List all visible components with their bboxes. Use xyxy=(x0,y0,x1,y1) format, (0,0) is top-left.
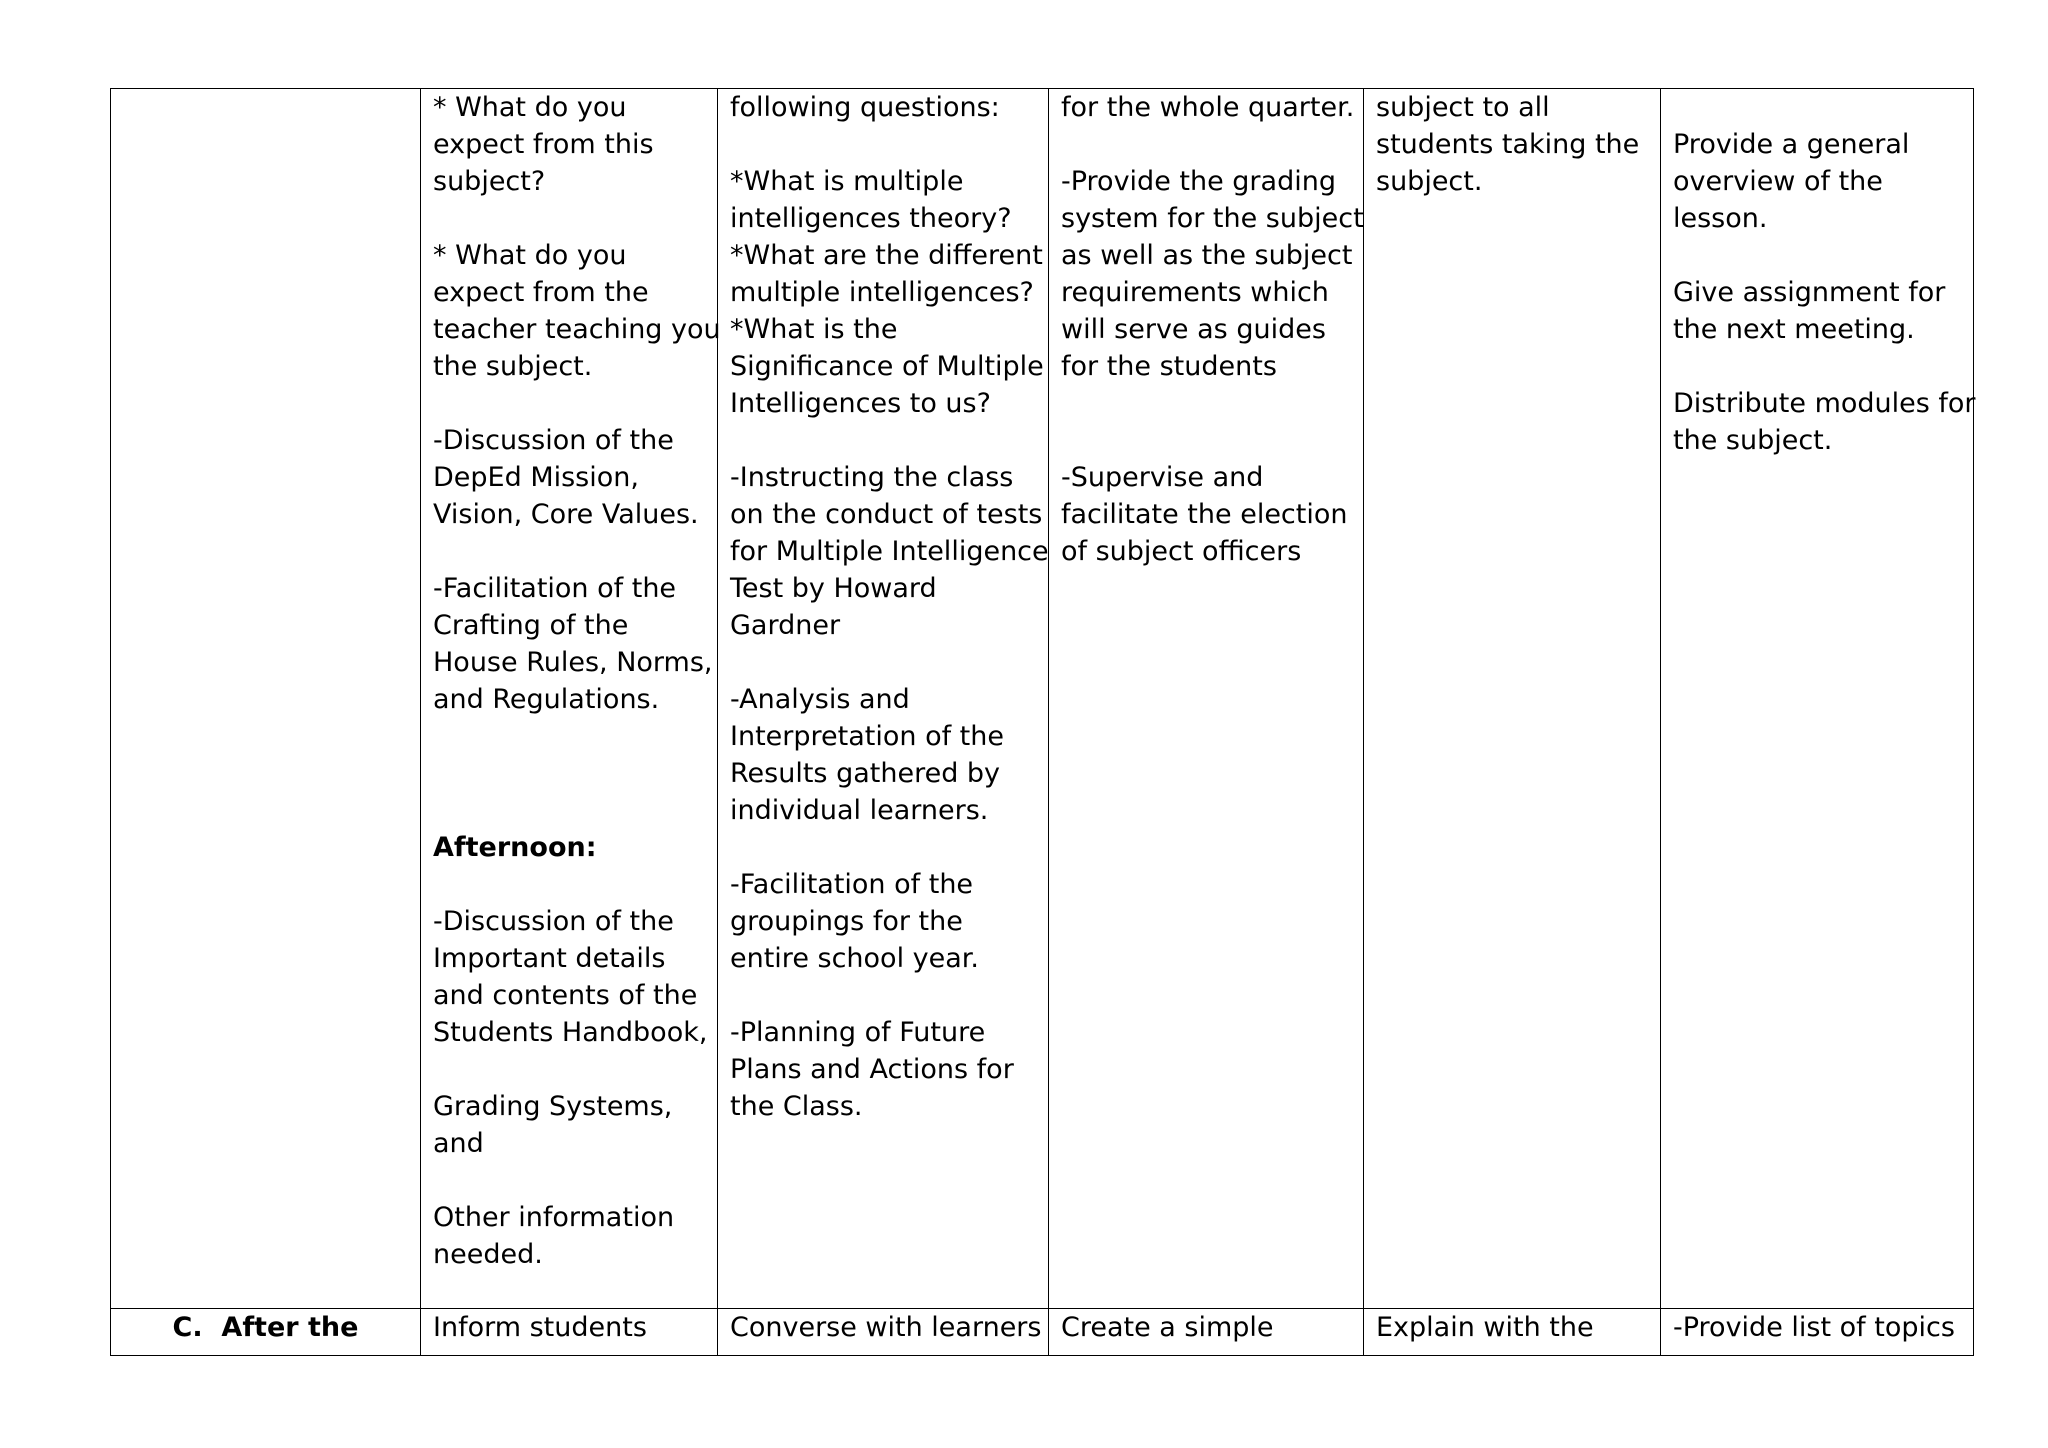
lesson-plan-table xyxy=(110,88,1974,1356)
main-row-cell-2 xyxy=(421,89,721,1309)
cell-text-line: and Regulations. xyxy=(433,684,660,715)
cell-text-line: Give assignment for xyxy=(1673,277,1946,308)
cell-text: Converse with learners xyxy=(730,1312,1042,1343)
cell-text-line: expect from the xyxy=(433,277,649,308)
cell-text-line xyxy=(730,829,1036,866)
main-row-cell-6 xyxy=(1661,89,1974,1309)
cell-text-line xyxy=(1673,89,1961,126)
cell-text-line: teacher teaching you xyxy=(433,314,721,345)
cell-text-line: Grading Systems, xyxy=(433,1091,673,1122)
cell-text-line: House Rules, Norms, xyxy=(433,647,713,678)
cell-text-line: * What do you xyxy=(433,240,627,271)
after-row-cell-2 xyxy=(421,1309,718,1356)
cell-text-line: Test by Howard xyxy=(730,573,937,604)
cell-text-line: expect from this xyxy=(433,129,654,160)
cell-text: Create a simple xyxy=(1061,1312,1274,1343)
cell-text-line xyxy=(1673,348,1961,385)
cell-text-line: Gardner xyxy=(730,610,841,641)
cell-text-line: the Class. xyxy=(730,1091,863,1122)
cell-text-line: Plans and Actions for xyxy=(730,1054,1014,1085)
cell-text-line xyxy=(1061,126,1351,163)
cell-text-line: Provide a general xyxy=(1673,129,1910,160)
after-row-cell-3 xyxy=(718,1309,1049,1356)
cell-text-line: *What are the different xyxy=(730,240,1043,271)
after-row-phase-heading xyxy=(111,1309,421,1356)
cell-text-line: * What do you xyxy=(433,92,627,123)
cell-text-line xyxy=(433,755,705,792)
cell-text-line xyxy=(433,792,705,829)
cell-text-line: -Planning of Future xyxy=(730,1017,986,1048)
cell-text-line xyxy=(433,1162,705,1199)
cell-text-line xyxy=(1061,422,1351,459)
cell-text-line: -Facilitation of the xyxy=(730,869,974,900)
cell-text: Explain with the xyxy=(1376,1312,1594,1343)
cell-text-line xyxy=(433,533,705,570)
cell-text-line xyxy=(433,385,705,422)
cell-text-line: facilitate the election xyxy=(1061,499,1348,530)
cell-text-line: -Analysis and xyxy=(730,684,910,715)
cell-text-line: subject? xyxy=(433,166,546,197)
phase-heading-text: C. After the xyxy=(172,1312,359,1343)
cell-text-line: as well as the subject xyxy=(1061,240,1353,271)
cell-text-line: for the whole quarter. xyxy=(1061,92,1355,123)
cell-text-line: for the students xyxy=(1061,351,1277,382)
cell-text-line: on the conduct of tests xyxy=(730,499,1043,530)
cell-text-line: Vision, Core Values. xyxy=(433,499,699,530)
cell-text-line: -Discussion of the xyxy=(433,425,674,456)
cell-text-line: groupings for the xyxy=(730,906,963,937)
cell-text-line: following questions: xyxy=(730,92,1000,123)
cell-text-line: intelligences theory? xyxy=(730,203,1012,234)
cell-text-line: Crafting of the xyxy=(433,610,629,641)
cell-text-line xyxy=(433,866,705,903)
cell-text-line: the next meeting. xyxy=(1673,314,1915,345)
cell-text-line xyxy=(433,200,705,237)
cell-text-line: -Facilitation of the xyxy=(433,573,677,604)
table-row xyxy=(111,1309,1974,1356)
after-row-cell-5 xyxy=(1364,1309,1661,1356)
cell-text-line xyxy=(730,977,1036,1014)
cell-text-line: and xyxy=(433,1128,484,1159)
cell-text-line: multiple intelligences? xyxy=(730,277,1034,308)
main-row-cell-5 xyxy=(1364,89,1661,1309)
after-row-cell-6 xyxy=(1661,1309,1974,1356)
cell-text-line: and contents of the xyxy=(433,980,698,1011)
cell-text-line xyxy=(730,644,1036,681)
cell-text-line xyxy=(1061,385,1351,422)
cell-text-line: Distribute modules for xyxy=(1673,388,1976,419)
cell-text-line: Other information xyxy=(433,1202,675,1233)
cell-text-line: Important details xyxy=(433,943,666,974)
cell-text-line: Afternoon: xyxy=(433,832,597,863)
cell-text-line: for Multiple Intelligence xyxy=(730,536,1049,567)
cell-text: Inform students xyxy=(433,1312,647,1343)
main-row-cell-3 xyxy=(718,89,1049,1309)
cell-text: -Provide list of topics xyxy=(1673,1312,1955,1343)
cell-text-line: -Instructing the class xyxy=(730,462,1014,493)
cell-text-line xyxy=(1673,237,1961,274)
cell-text-line: of subject officers xyxy=(1061,536,1302,567)
cell-text-line: -Discussion of the xyxy=(433,906,674,937)
cell-text-line: entire school year. xyxy=(730,943,979,974)
cell-text-line: Significance of Multiple xyxy=(730,351,1044,382)
cell-text-line: *What is multiple xyxy=(730,166,964,197)
cell-text-line: will serve as guides xyxy=(1061,314,1326,345)
cell-text-line: lesson. xyxy=(1673,203,1768,234)
table-row xyxy=(111,89,1974,1309)
cell-text-line: Results gathered by xyxy=(730,758,1001,789)
cell-text-line xyxy=(730,422,1036,459)
cell-text-line: DepEd Mission, xyxy=(433,462,639,493)
cell-text-line: students taking the xyxy=(1376,129,1640,160)
cell-text-line: overview of the xyxy=(1673,166,1883,197)
cell-text-line: requirements which xyxy=(1061,277,1329,308)
main-row-phase-cell xyxy=(111,89,421,1309)
cell-text-line xyxy=(433,718,705,755)
cell-text-line: -Provide the grading xyxy=(1061,166,1336,197)
cell-text-line: -Supervise and xyxy=(1061,462,1264,493)
cell-text-line xyxy=(730,126,1036,163)
cell-text-line: Intelligences to us? xyxy=(730,388,991,419)
cell-text-line: Students Handbook, xyxy=(433,1017,708,1048)
after-row-cell-4 xyxy=(1049,1309,1364,1356)
cell-text-line: needed. xyxy=(433,1239,543,1270)
cell-text-line: system for the subject xyxy=(1061,203,1364,234)
cell-text-line: Interpretation of the xyxy=(730,721,1004,752)
cell-text-line: the subject. xyxy=(1673,425,1833,456)
cell-text-line: subject to all xyxy=(1376,92,1550,123)
cell-text-line: individual learners. xyxy=(730,795,989,826)
cell-text-line xyxy=(433,1051,705,1088)
cell-text-line: *What is the xyxy=(730,314,898,345)
cell-text-line: the subject. xyxy=(433,351,593,382)
cell-text-line: subject. xyxy=(1376,166,1483,197)
main-row-cell-4 xyxy=(1049,89,1364,1309)
